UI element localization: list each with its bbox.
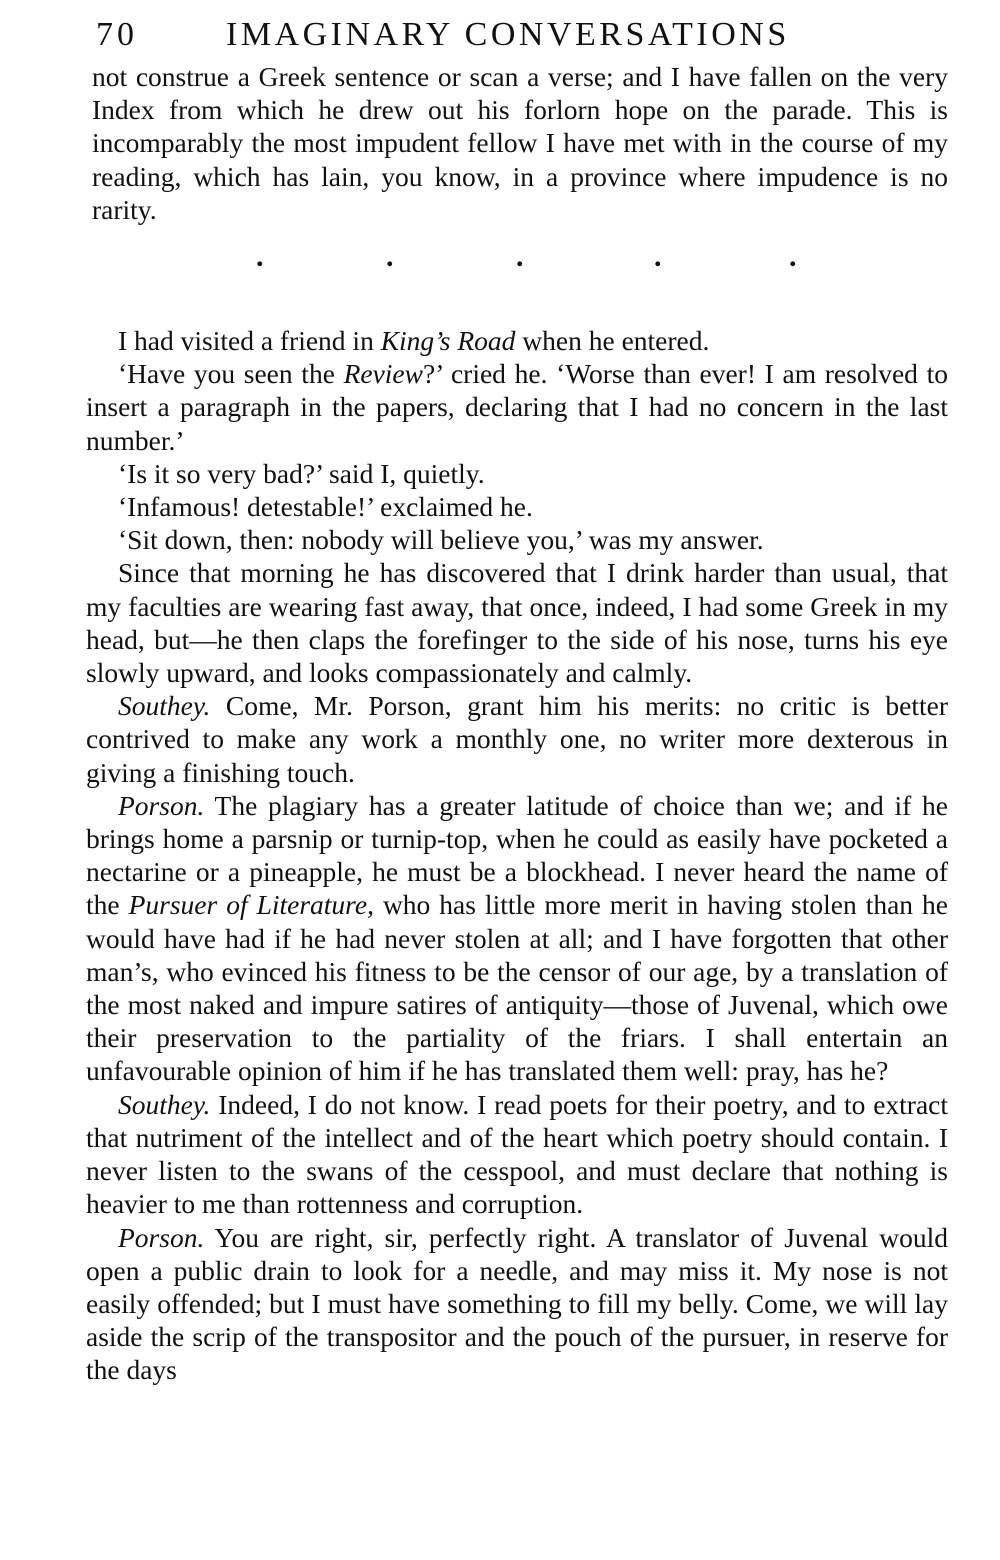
speaker-name: Porson. <box>118 1221 205 1253</box>
emphasis: King’s Road <box>380 325 516 357</box>
body-text <box>86 60 948 1387</box>
paragraph <box>86 457 948 490</box>
page-number: 70 <box>96 16 138 53</box>
paragraph <box>86 523 948 556</box>
paragraph-text: The plagiary has a greater latitude of choice than we; and if he brings home a parsnip or turnip-top, when he could as easily have pocketed a nectarine or a pineapple, he must be a blockhead. I never heard the name of the <box>86 789 948 921</box>
paragraph-text: when he entered. <box>515 325 710 357</box>
ornament-dot: . <box>386 240 394 274</box>
paragraph-text: I had visited a friend in <box>118 325 381 357</box>
book-page <box>86 12 948 1387</box>
paragraph-text: not construe a Greek sentence or scan a verse; and I have fallen on the very Index from which he drew out his forlorn hope on the parade. This is incomparably the most impudent fellow I have met with in the course of my reading, which has lain, you know, in a province where impudence is no rarity. <box>92 61 948 225</box>
paragraph <box>86 556 948 689</box>
speaker-name: Porson. <box>118 789 205 821</box>
paragraph-text: ‘Is it so very bad?’ said I, quietly. <box>118 457 485 489</box>
paragraph-text: You are right, sir, perfectly right. A translator of Juvenal would open a public drain to look for a needle, and may miss it. My nose is not easily offended; but I must have something to fill my belly. Come, we will lay aside the scrip of the transpositor and the pouch of the pursuer, in reserve for the days <box>86 1221 948 1386</box>
paragraph-continuation <box>86 60 948 226</box>
ornament-dot: . <box>789 240 797 274</box>
paragraph-text: ‘Infamous! detestable!’ exclaimed he. <box>118 491 533 523</box>
paragraph-text: Come, Mr. Porson, grant him his merits: no critic is better contrived to make any work a monthly one, no writer more dexterous in giving a finishing touch. <box>86 690 948 788</box>
dialogue-paragraph <box>86 1088 948 1221</box>
paragraph-text: who has little more merit in having stolen than he would have had if he had never stolen at all; and I have forgotten that other man’s, who evinced his fitness to be the censor of our age, by a translation of the most naked and impure satires of antiquity—those of Juvenal, which owe their preservation to the partiality of the friars. I shall entertain an unfavourable opinion of him if he has translated them well: pray, has he? <box>86 889 948 1087</box>
speaker-name: Southey. <box>118 1088 211 1120</box>
dialogue-paragraph <box>86 1221 948 1387</box>
running-head <box>86 12 948 60</box>
dialogue-paragraph <box>86 789 948 1088</box>
paragraph-text: ‘Sit down, then: nobody will believe you,’ was my answer. <box>118 524 764 556</box>
emphasis: Pursuer of Literature, <box>128 889 374 921</box>
ornament-dot: . <box>654 240 662 274</box>
paragraph <box>86 357 948 457</box>
section-break-ornament <box>86 226 948 324</box>
speaker-name: Southey. <box>118 690 211 722</box>
paragraph <box>86 490 948 523</box>
paragraph-text: ‘Have you seen the <box>118 358 344 390</box>
ornament-dot: . <box>516 240 524 274</box>
ornament-dot: . <box>256 240 264 274</box>
paragraph-text: Indeed, I do not know. I read poets for their poetry, and to extract that nutriment of the intellect and of the heart which poetry should contain. I never listen to the swans of the cesspool, and must declare that nothing is heavier to me than rottenness and corruption. <box>86 1088 948 1220</box>
paragraph <box>86 324 948 357</box>
paragraph-text: ?’ cried he. ‘Worse than ever! I am resolved to insert a paragraph in the papers, declaring that I had no concern in the last number.’ <box>86 358 948 456</box>
running-title: IMAGINARY CONVERSATIONS <box>226 16 790 53</box>
paragraph-text: Since that morning he has discovered that I drink harder than usual, that my faculties are wearing fast away, that once, indeed, I had some Greek in my head, but—he then claps the forefinger to the side of his nose, turns his eye slowly upward, and looks compassionately and calmly. <box>86 557 948 689</box>
dialogue-paragraph <box>86 689 948 789</box>
emphasis: Review <box>343 358 423 390</box>
